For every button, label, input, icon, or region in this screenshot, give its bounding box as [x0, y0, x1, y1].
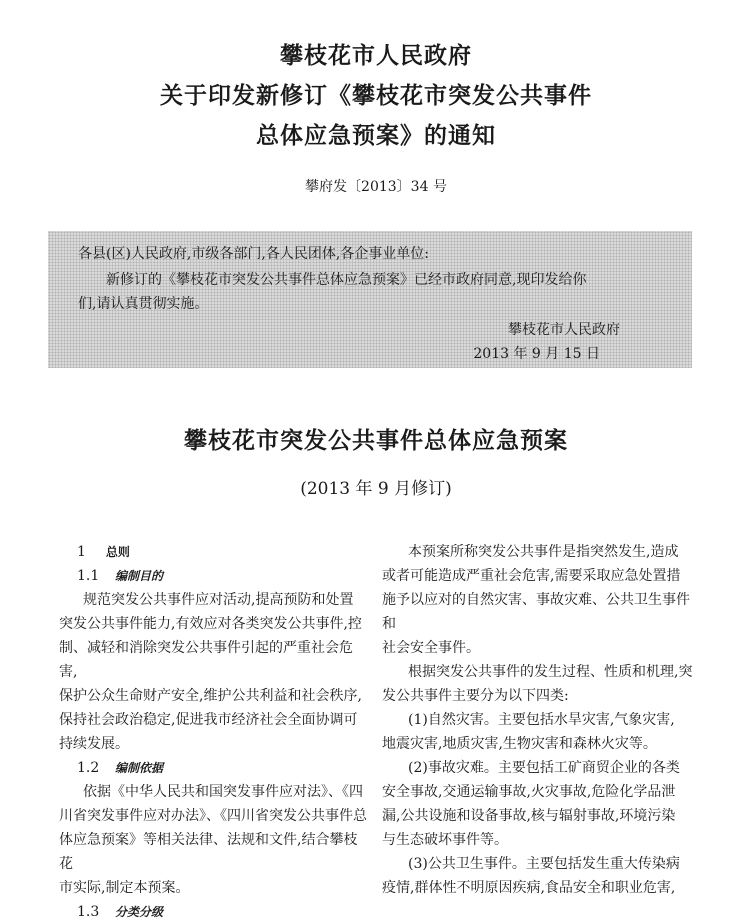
- section-1-1-number: 1.1: [77, 568, 100, 584]
- notice-signer: 攀枝花市人民政府: [508, 322, 620, 338]
- notice-date: 2013 年 9 月 15 日: [473, 346, 600, 362]
- text-line: 规范突发公共事件应对活动,提高预防和处置: [83, 592, 354, 608]
- section-1-1-heading: [77, 564, 367, 588]
- section-1-1-title: 编制目的: [115, 569, 164, 583]
- text-line: (2)事故灾难。主要包括工矿商贸企业的各类: [408, 760, 680, 776]
- text-line: 与生态破坏事件等。: [382, 832, 508, 848]
- title-line-1: 攀枝花市人民政府: [280, 42, 472, 69]
- title-line-2: 关于印发新修订《攀枝花市突发公共事件: [160, 82, 592, 109]
- notice-addressee: 各县(区)人民政府,市级各部门,各人民团体,各企事业单位:: [78, 246, 429, 262]
- section-1-3-heading: [77, 900, 367, 924]
- section-1-3-number: 1.3: [77, 904, 100, 920]
- text-line: 本预案所称突发公共事件是指突然发生,造成: [408, 544, 679, 560]
- text-line: 社会安全事件。: [382, 640, 480, 656]
- text-line: 制、减轻和消除突发公共事件引起的严重社会危害,: [59, 640, 353, 680]
- text-line: (3)公共卫生事件。主要包括发生重大传染病: [408, 856, 680, 872]
- notice-title: [0, 36, 752, 156]
- section-1-2-number: 1.2: [77, 760, 100, 776]
- text-line: 发公共事件主要分为以下四类:: [382, 688, 569, 704]
- text-line: 疫情,群体性不明原因疾病,食品安全和职业危害,: [382, 880, 676, 896]
- section-1-3-title: 分类分级: [115, 905, 164, 919]
- text-line: 安全事故,交通运输事故,火灾事故,危险化学品泄: [382, 784, 676, 800]
- text-line: 施予以应对的自然灾害、事故灾难、公共卫生事件和: [382, 592, 690, 632]
- section-1-2-title: 编制依据: [115, 761, 164, 775]
- text-line: 依据《中华人民共和国突发事件应对法》、《四: [83, 784, 363, 800]
- section-1-2-body: [59, 780, 367, 900]
- text-line: 保持社会政治稳定,促进我市经济社会全面协调可: [59, 712, 358, 728]
- section-1-heading: [77, 540, 367, 564]
- text-line: 体应急预案》等相关法律、法规和文件,结合攀枝花: [59, 832, 358, 872]
- text-line: 突发公共事件能力,有效应对各类突发公共事件,控: [59, 616, 362, 632]
- notice-body-line-1: 新修订的《攀枝花市突发公共事件总体应急预案》已经市政府同意,现印发给你: [106, 272, 587, 288]
- plan-title: 攀枝花市突发公共事件总体应急预案: [184, 427, 568, 454]
- text-line: 川省突发事件应对办法》、《四川省突发公共事件总: [59, 808, 367, 824]
- text-line: 市实际,制定本预案。: [59, 880, 190, 896]
- text-line: 或者可能造成严重社会危害,需要采取应急处置措: [382, 568, 681, 584]
- section-1-2-heading: [77, 756, 367, 780]
- notice-box: [48, 231, 692, 368]
- text-line: 漏,公共设施和设备事故,核与辐射事故,环境污染: [382, 808, 676, 824]
- text-line: 持续发展。: [59, 736, 129, 752]
- notice-body-line-2: 们,请认真贯彻实施。: [78, 296, 209, 312]
- section-1-title: 总则: [105, 545, 130, 559]
- plan-subtitle: (2013 年 9 月修订): [300, 479, 452, 499]
- text-line: (1)自然灾害。主要包括水旱灾害,气象灾害,: [408, 712, 675, 728]
- right-column: [382, 540, 694, 900]
- section-1-1-body: [59, 588, 367, 756]
- section-1-number: 1: [77, 544, 86, 560]
- title-line-3: 总体应急预案》的通知: [256, 122, 496, 149]
- text-line: 地震灾害,地质灾害,生物灾害和森林火灾等。: [382, 736, 657, 752]
- left-column: [59, 540, 367, 924]
- text-line: 根据突发公共事件的发生过程、性质和机理,突: [408, 664, 693, 680]
- text-line: 保护公众生命财产安全,维护公共利益和社会秩序,: [59, 688, 362, 704]
- document-number: 攀府发〔2013〕34 号: [305, 179, 447, 195]
